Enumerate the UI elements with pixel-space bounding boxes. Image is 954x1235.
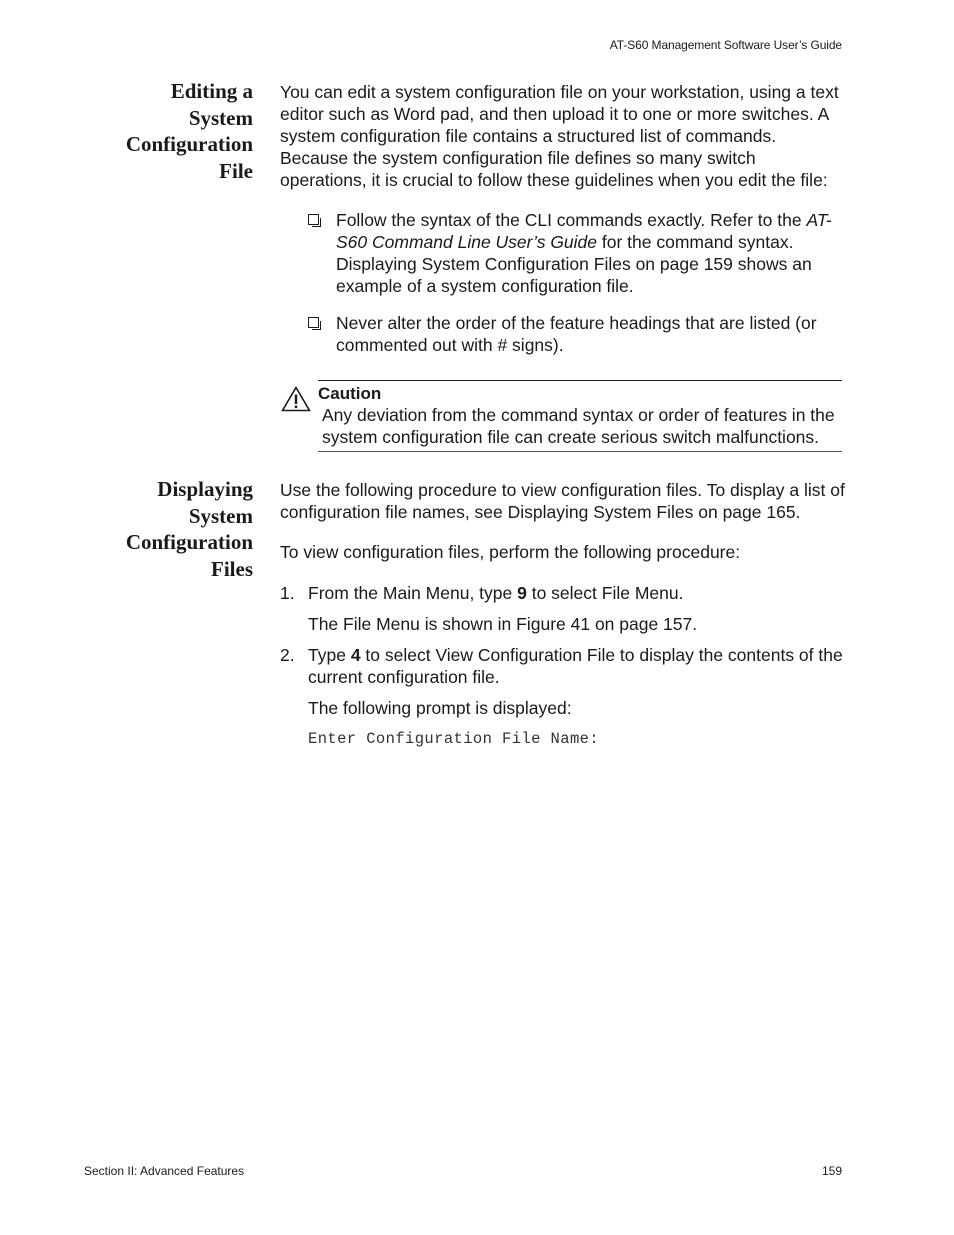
step-note: The File Menu is shown in Figure 41 on page 157. <box>308 614 698 634</box>
procedure-lead: To view configuration files, perform the following procedure: <box>280 542 741 562</box>
procedure-step: 1. From the Main Menu, type 9 to select File Menu. <box>280 583 684 603</box>
step-number: 1. <box>280 583 295 603</box>
caution-text: Any deviation from the command syntax or order of features in the system configuration file can create serious switch malfunctions. <box>322 405 835 447</box>
running-header: AT-S60 Management Software User’s Guide <box>609 38 842 52</box>
caution-title: Caution <box>318 384 382 403</box>
menu-key: 4 <box>350 645 361 665</box>
step-note: The following prompt is displayed: <box>308 698 572 718</box>
warning-triangle-icon <box>281 386 311 412</box>
list-item: Never alter the order of the feature headings that are listed (or commented out with # signs). <box>308 312 848 356</box>
list-item: Follow the syntax of the CLI commands exactly. Refer to the AT-S60 Command Line User’s Guide for the command syntax. Displaying System Configuration Files on page 159 shows an example of a system configuration file. <box>308 209 848 297</box>
heading-line: Configuration <box>125 132 253 156</box>
checkbox-bullet-icon <box>308 214 319 225</box>
section-heading-displaying <box>60 476 253 582</box>
page-number: 159 <box>821 1164 842 1178</box>
displaying-intro-paragraph: Use the following procedure to view configuration files. To display a list of configuration file names, see Displaying System Files on page 165. <box>280 480 845 522</box>
heading-line: System <box>188 105 253 130</box>
console-prompt: Enter Configuration File Name: <box>308 730 600 748</box>
heading-line: System <box>188 503 253 528</box>
footer-section-label: Section II: Advanced Features <box>84 1164 245 1178</box>
divider <box>318 451 842 452</box>
checkbox-bullet-icon <box>308 317 319 328</box>
guide-title-reference: AT-S60 Command Line User’s Guide <box>336 210 832 252</box>
menu-key: 9 <box>517 583 527 603</box>
heading-line: File <box>219 158 253 183</box>
divider <box>318 380 842 381</box>
heading-line: Editing a <box>170 79 253 103</box>
section-heading-editing <box>60 78 253 184</box>
procedure-step: 2. Type 4 to select View Configuration File to display the contents of the current configuration file. <box>280 645 843 687</box>
step-number: 2. <box>280 645 295 665</box>
heading-line: Files <box>211 556 253 581</box>
editing-intro-paragraph: You can edit a system configuration file on your workstation, using a text editor such as Word pad, and then upload it to one or more switches. A system configuration file contains a structured list of commands. Because the system configuration file defines so many switch operations, it is crucial to follow these guidelines when you edit the file: <box>280 82 839 190</box>
heading-line: Configuration <box>125 530 253 554</box>
heading-line: Displaying <box>157 477 253 501</box>
